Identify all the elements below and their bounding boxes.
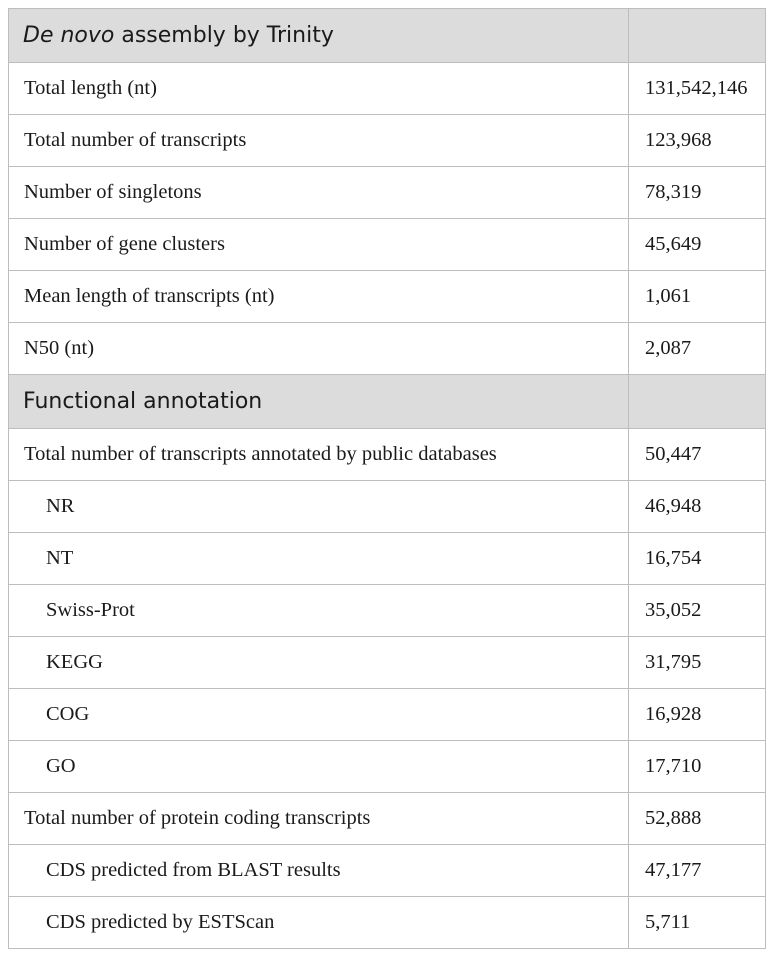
table-row: [9, 689, 766, 741]
row-value: 50,447: [629, 429, 766, 481]
row-label: CDS predicted by ESTScan: [9, 897, 629, 949]
row-label: CDS predicted from BLAST results: [9, 845, 629, 897]
table-row: [9, 115, 766, 167]
table-row: [9, 481, 766, 533]
section-title: [9, 9, 629, 63]
table-row: [9, 741, 766, 793]
table-row: [9, 323, 766, 375]
section-header-annotation: [9, 375, 766, 429]
row-label: Mean length of transcripts (nt): [9, 271, 629, 323]
row-label: N50 (nt): [9, 323, 629, 375]
row-label: NT: [9, 533, 629, 585]
row-label: Swiss-Prot: [9, 585, 629, 637]
section-header-empty-cell: [629, 375, 766, 429]
table-row: [9, 637, 766, 689]
section-title-rest: Functional annotation: [23, 389, 263, 414]
table-row: [9, 167, 766, 219]
table-row: [9, 271, 766, 323]
row-value: 35,052: [629, 585, 766, 637]
table-row: [9, 585, 766, 637]
row-value: 5,711: [629, 897, 766, 949]
row-value: 131,542,146: [629, 63, 766, 115]
table-row: [9, 793, 766, 845]
row-label: Total number of transcripts annotated by public databases: [9, 429, 629, 481]
row-value: 31,795: [629, 637, 766, 689]
row-value: 52,888: [629, 793, 766, 845]
table-row: [9, 63, 766, 115]
row-value: 47,177: [629, 845, 766, 897]
row-label: KEGG: [9, 637, 629, 689]
row-label: Total length (nt): [9, 63, 629, 115]
row-label: GO: [9, 741, 629, 793]
row-label: COG: [9, 689, 629, 741]
section-title-rest: assembly by Trinity: [114, 23, 334, 48]
section-header-assembly: [9, 9, 766, 63]
table-row: [9, 219, 766, 271]
table-row: [9, 897, 766, 949]
table-row: [9, 429, 766, 481]
row-value: 16,754: [629, 533, 766, 585]
row-value: 16,928: [629, 689, 766, 741]
row-label: Number of gene clusters: [9, 219, 629, 271]
row-value: 45,649: [629, 219, 766, 271]
table-row: [9, 845, 766, 897]
row-label: Number of singletons: [9, 167, 629, 219]
table-container: [8, 8, 765, 949]
row-label: NR: [9, 481, 629, 533]
row-value: 17,710: [629, 741, 766, 793]
row-value: 46,948: [629, 481, 766, 533]
section-title-italic: De novo: [23, 23, 115, 48]
section-title: [9, 375, 629, 429]
row-value: 78,319: [629, 167, 766, 219]
table-row: [9, 533, 766, 585]
assembly-annotation-table: [8, 8, 766, 949]
row-label: Total number of transcripts: [9, 115, 629, 167]
row-value: 1,061: [629, 271, 766, 323]
row-value: 2,087: [629, 323, 766, 375]
row-value: 123,968: [629, 115, 766, 167]
row-label: Total number of protein coding transcripts: [9, 793, 629, 845]
section-header-empty-cell: [629, 9, 766, 63]
